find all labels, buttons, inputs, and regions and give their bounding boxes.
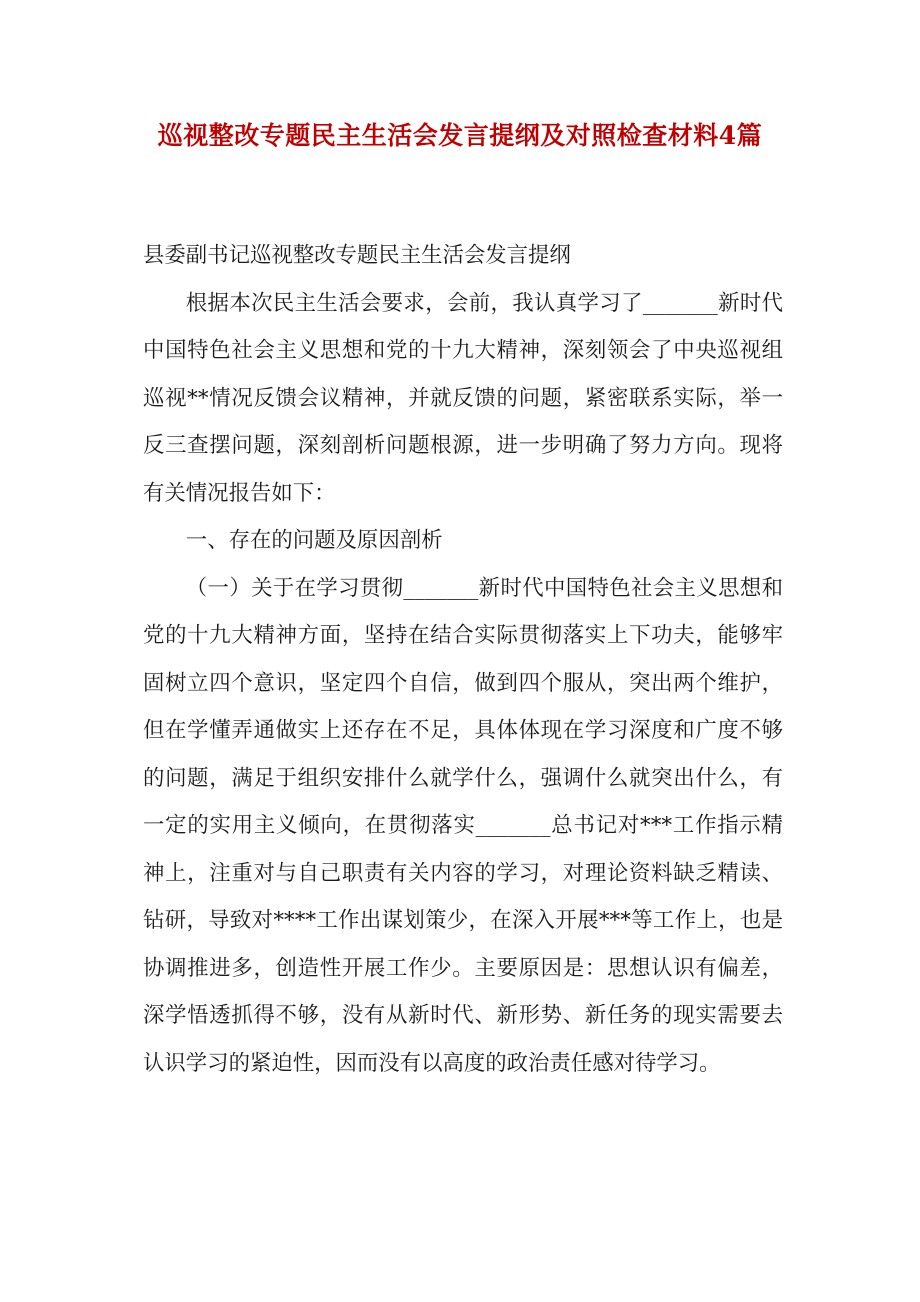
section-heading: 一、存在的问题及原因剖析 [185,528,443,553]
document-body [143,232,783,1087]
body-paragraph: （一）关于在学习贯彻_______新时代中国特色社会主义思想和党的十九大精神方面，坚持在结合实际贯彻落实上下功夫，能够牢固树立四个意识，坚定四个自信，做到四个服从，突出两个维护，但在学懂弄通做实上还存在不足，具体体现在学习深度和广度不够的问题，满足于组织安排什么就学什么，强调什么就突出什么，有一定的实用主义倾向，在贯彻落实_______总书记对***工作指示精神上，注重对与自己职责有关内容的学习，对理论资料缺乏精读、钻研，导致对****工作出谋划策少，在深入开展***等工作上，也是协调推进多，创造性开展工作少。主要原因是：思想认识有偏差，深学悟透抓得不够，没有从新时代、新形势、新任务的现实需要去认识学习的紧迫性，因而没有以高度的政治责任感对待学习。 [143,575,783,1076]
document-title: 巡视整改专题民主生活会发言提纲及对照检查材料4篇 [157,121,763,150]
document-subtitle: 县委副书记巡视整改专题民主生活会发言提纲 [143,243,571,268]
intro-paragraph: 根据本次民主生活会要求，会前，我认真学习了_______新时代中国特色社会主义思想和党的十九大精神，深刻领会了中央巡视组巡视**情况反馈会议精神，并就反馈的问题，紧密联系实际，举一反三查摆问题，深刻剖析问题根源，进一步明确了努力方向。现将有关情况报告如下： [143,290,783,506]
